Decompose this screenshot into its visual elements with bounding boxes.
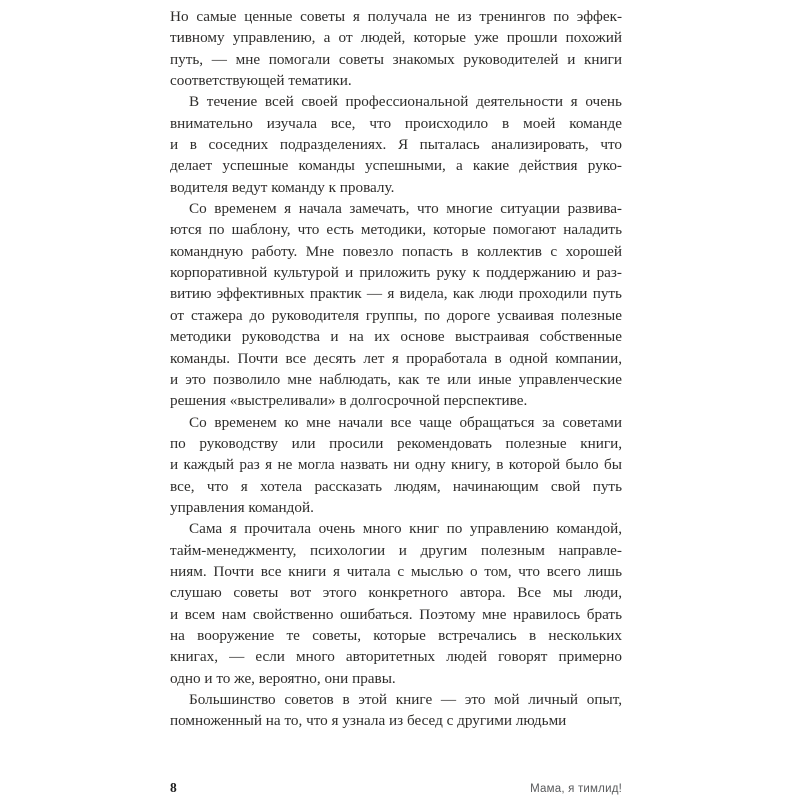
- text-line: и это позволило мне наблюдать, как те или иные управленческие: [170, 370, 622, 388]
- text-line: команды. Почти все десять лет я проработала в одной компании,: [170, 349, 622, 367]
- text-line: ются по шаблону, что есть методики, которые помогают наладить: [170, 221, 622, 239]
- text-line: решения «выстреливали» в долгосрочной перспективе.: [170, 392, 528, 410]
- paragraph: [170, 198, 622, 411]
- text-line: путь, — мне помогали советы знакомых руководителей и книги: [170, 50, 622, 68]
- text-line: методики руководства и на их основе выстраивая собственные: [170, 328, 622, 346]
- text-line: слушаю советы вот этого конкретного автора. Все мы люди,: [170, 584, 622, 602]
- text-line: Со временем я начала замечать, что многие ситуации развива-: [189, 200, 622, 218]
- text-line: В течение всей своей профессиональной деятельности я очень: [189, 93, 622, 111]
- text-line: книгах, — если много авторитетных людей говорят примерно: [170, 648, 622, 666]
- paragraph: [170, 689, 622, 732]
- text-line: все, что я хотела рассказать людям, начинающим свой путь: [170, 477, 622, 495]
- paragraph: [170, 518, 622, 689]
- text-line: Со временем ко мне начали все чаще обращаться за советами: [189, 413, 622, 431]
- page-footer: [170, 780, 622, 796]
- paragraph: [170, 6, 622, 91]
- text-line: Большинство советов в этой книге — это мой личный опыт,: [189, 691, 622, 708]
- text-line: по руководству или просили рекомендовать полезные книги,: [170, 434, 622, 452]
- running-title: Мама, я тимлид!: [530, 783, 622, 795]
- text-line: Но самые ценные советы я получала не из тренингов по эффек-: [170, 8, 622, 25]
- text-line: помноженный на то, что я узнала из бесед с другими людьми: [170, 712, 567, 730]
- text-line: от стажера до руководителя группы, по дороге усваивая полезные: [170, 306, 622, 324]
- text-line: водителя ведут команду к провалу.: [170, 178, 395, 196]
- text-line: ниям. Почти все книги я читала с мыслью о том, что всего лишь: [170, 562, 622, 580]
- paragraph: [170, 412, 622, 519]
- text-line: соответствующей тематики.: [170, 72, 352, 90]
- paragraph: [170, 91, 622, 198]
- text-line: и в соседних подразделениях. Я пыталась анализировать, что: [170, 136, 622, 154]
- text-line: тивному управлению, а от людей, которые уже прошли похожий: [170, 29, 622, 47]
- text-line: на вооружение те советы, которые встречались в нескольких: [170, 626, 622, 644]
- text-line: Сама я прочитала очень много книг по управлению командой,: [189, 520, 622, 538]
- text-line: внимательно изучала все, что происходило в моей команде: [170, 114, 622, 132]
- text-line: тайм-менеджменту, психологии и другим полезным направле-: [170, 541, 622, 559]
- text-line: и всем нам свойственно ошибаться. Поэтому мне нравилось брать: [170, 605, 622, 623]
- text-line: управления командой.: [170, 498, 314, 516]
- text-line: и каждый раз я не могла назвать ни одну книгу, в которой было бы: [170, 456, 622, 474]
- text-line: витию эффективных практик — я видела, как люди проходили путь: [170, 285, 622, 303]
- text-line: одно и то же, вероятно, они правы.: [170, 669, 396, 687]
- page-number: 8: [170, 780, 177, 795]
- text-line: делает успешные команды успешными, а какие действия руко-: [170, 157, 622, 175]
- text-line: командную работу. Мне повезло попасть в коллектив с хорошей: [170, 242, 622, 260]
- text-line: корпоративной культурой и приложить руку к поддержанию и раз-: [170, 264, 622, 282]
- body-text: [170, 6, 622, 732]
